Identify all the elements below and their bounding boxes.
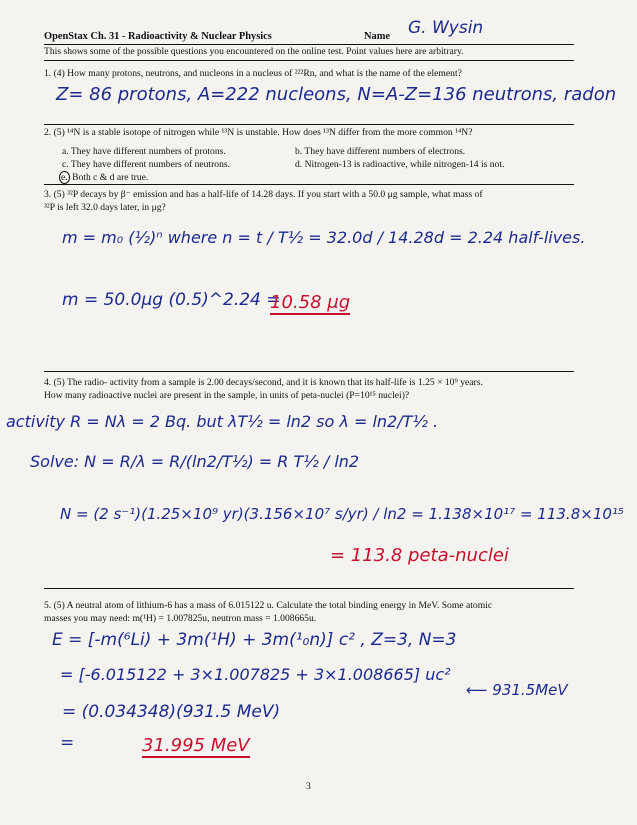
q1-answer: Z= 86 protons, A=222 nucleons, N=A-Z=136 neutrons, radon [56,84,617,105]
q5-answer-text: 31.995 MeV [142,735,250,756]
q5-text-line1: 5. (5) A neutral atom of lithium-6 has a mass of 6.015122 u. Calculate the total binding energy in MeV. Some atomic [44,600,493,611]
q4-text-line2: How many radioactive nuclei are present in the sample, in units of peta-nuclei (P=10¹⁵ nuclei)? [44,390,410,401]
q3-answer [270,292,350,313]
q2-option-e-letter: e. [61,172,68,183]
name-label: Name [364,31,390,42]
q4-work-3: N = (2 s⁻¹)(1.25×10⁹ yr)(3.156×10⁷ s/yr) / ln2 = 1.138×10¹⁷ = 113.8×10¹⁵ [60,505,624,523]
q4-text-line1: 4. (5) The radio- activity from a sample is 2.00 decays/second, and it is known that its half-life is 1.25 × 10⁹ years. [44,377,483,388]
q1-text: 1. (4) How many protons, neutrons, and nucleons in a nucleus of ²²²Rn, and what is the name of the element? [44,68,462,79]
header-note: This shows some of the possible questions you encountered on the online test. Point values here are arbitrary. [44,46,464,57]
q2-option-e-label: Both c & d are true. [72,172,149,183]
section-rule-1 [44,60,574,61]
q5-work-2: = [-6.015122 + 3×1.007825 + 3×1.008665] uc² [60,665,451,684]
section-rule-4 [44,371,574,372]
q2-option-b: b. They have different numbers of electrons. [295,146,466,157]
q5-answer [142,735,250,756]
q5-work-1: E = [-m(⁶Li) + 3m(¹H) + 3m(¹₀n)] c² , Z=3, N=3 [52,630,457,650]
q3-answer-text: 10.58 μg [270,292,351,313]
q2-option-c: c. They have different numbers of neutrons. [62,159,231,170]
q3-text-line2: ³²P is left 32.0 days later, in μg? [44,202,166,213]
section-rule-5 [44,588,574,589]
q4-work-1: activity R = Nλ = 2 Bq. but λT½ = ln2 so λ = ln2/T½ . [6,412,439,431]
q5-conversion-value: 931.5MeV [492,681,568,699]
q5-work-3: = (0.034348)(931.5 MeV) [62,702,281,722]
q4-answer: = 113.8 peta-nuclei [330,545,509,566]
q5-equals-sign: = [60,733,75,753]
name-value: G. Wysin [408,18,484,38]
q2-option-e [59,172,148,184]
q5-text-line2: masses you may need: m(¹H) = 1.007825u, neutron mass = 1.008665u. [44,613,317,624]
page-number: 3 [306,781,311,792]
q3-work-1: m = m₀ (½)ⁿ where n = t / T½ = 32.0d / 14.28d = 2.24 half-lives. [62,228,586,247]
q5-conversion-note [466,681,568,699]
page-title: OpenStax Ch. 31 - Radioactivity & Nuclear Physics [44,31,272,42]
q2-option-d: d. Nitrogen-13 is radioactive, while nitrogen-14 is not. [295,159,505,170]
q4-work-2: Solve: N = R/λ = R/(ln2/T½) = R T½ / ln2 [30,452,360,471]
section-rule-3 [44,184,574,185]
header-rule [44,44,574,45]
section-rule-2 [44,124,574,125]
q2-text: 2. (5) ¹⁴N is a stable isotope of nitrogen while ¹³N is unstable. How does ¹³N differ from the more common ¹⁴N? [44,127,473,138]
q3-work-2: m = 50.0μg (0.5)^2.24 = [62,290,281,310]
q2-option-a: a. They have different numbers of protons. [62,146,226,157]
arrow-icon: ⟵ [466,681,493,699]
q3-text-line1: 3. (5) ³²P decays by β⁻ emission and has a half-life of 14.28 days. If you start with a 50.0 μg sample, what mass of [44,189,483,200]
